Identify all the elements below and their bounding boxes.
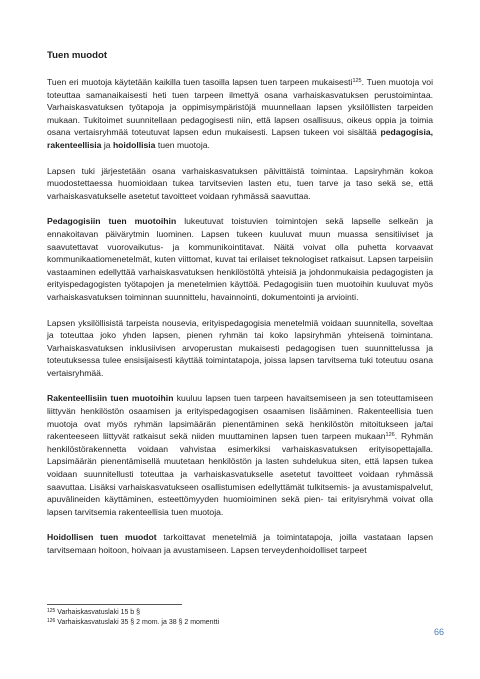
footnote-reference: 126 xyxy=(385,432,395,439)
footnote-item xyxy=(47,618,427,628)
footnote-text: Varhaiskasvatuslaki 15 b § xyxy=(55,609,141,616)
footnote-number: 126 xyxy=(47,618,56,624)
paragraph-list xyxy=(47,76,433,557)
page-number: 66 xyxy=(434,627,445,637)
footnote-number: 125 xyxy=(47,608,56,614)
bold-term: Hoidollisen tuen muodot xyxy=(47,532,157,543)
body-paragraph xyxy=(47,215,433,303)
body-paragraph xyxy=(47,392,433,518)
page-body xyxy=(47,50,433,570)
paragraph-text: kuuluu lapsen tuen tarpeen havaitsemiseen ja sen toteuttamiseen liittyvän henkilöstön osaamisen ja erityispedagogisen osaamisen lisääminen. Rakenteellisia tuen muotoja ovat myös ryhmän lapsimäärän pienentäminen sekä henkilöstön mitoitukseen ja/tai rakenteeseen liittyvät ratkaisut sekä niiden muuttaminen lapsen tuen tarpeen mukaan xyxy=(47,393,434,442)
paragraph-text: tarkoittavat menetelmiä ja toimintatapoja, joilla vastataan lapsen tarvitsemaan hoitoon, hoivaan ja avustamiseen. Lapsen terveydenhoidolliset tarpeet xyxy=(47,532,433,555)
body-paragraph xyxy=(47,317,433,380)
paragraph-text: lukeutuvat toistuvien toimintojen sekä lapselle selkeän ja ennakoitavan päivärytmin luominen. Lapsen tukeen kuuluvat muun muassa sensitiiviset ja saavutettavat vuorovaikutus- ja kommunikointitavat. Näitä voivat olla puhetta korvaavat kommunikaatiomenetelmät, kuten viittomat, kuvat tai erilaiset teknologiset ratkaisut. Lapsen tarpeisiin vastaaminen edellyttää varhaiskasvatuksen henkilöstöltä yhteisiä ja johdonmukaisia pedagogisten ja erityispedagogisten työtapojen ja menetelmien käyttöä. Pedagogisiin tuen muotoihin kuuluvat myös varhaiskasvatuksen toiminnan suunnittelu, havainnointi, dokumentointi ja arviointi. xyxy=(47,216,434,302)
paragraph-text: Lapsen tuki järjestetään osana varhaiskasvatuksen päivittäistä toimintaa. Lapsiryhmän kokoa muodostettaessa huomioidaan tukea tarvitsevien lasten etu, tuen tarve ja taso sekä se, että varhaiskasvatukselle asetetut tavoitteet voidaan ryhmässä saavuttaa. xyxy=(47,165,433,201)
footnotes xyxy=(47,608,427,628)
footnote-divider xyxy=(47,604,182,605)
bold-term: pedagogisia, rakenteellisia xyxy=(47,127,433,150)
paragraph-text: . Ryhmän henkilöstörakennetta voidaan vahvistaa esimerkiksi varhaiskasvatuksen erityisopettajalla. Lapsimäärän pienentämisellä muutetaan henkilöstön ja lasten suhdelukua siten, että lapsen tukea voidaan suunnitellusti toteuttaa ja varhaiskasvatukselle asetetut tavoitteet voidaan ryhmässä saavuttaa. Lisäksi varhaiskasvatukseen osallistumisen edellyttämät tulkitsemis- ja avustamispalvelut, apuvälineiden käyttäminen, esteettömyyden huomioiminen sekä pien- tai erityisryhmä voivat olla lapsen tarvitsemia rakenteellisia tuen muotoja. xyxy=(47,431,433,517)
paragraph-text: tuen muotoja. xyxy=(155,139,210,150)
body-paragraph xyxy=(47,165,433,203)
bold-term: Rakenteellisiin tuen muotoihin xyxy=(47,393,174,404)
body-paragraph xyxy=(47,531,433,556)
body-paragraph xyxy=(47,76,433,152)
paragraph-text: Lapsen yksilöllisistä tarpeista nousevia, erityispedagogisia menetelmiä voidaan suunnitella, soveltaa ja toteuttaa joko yhden lapsen, pienen ryhmän tai koko lapsiryhmän yhteisenä toimintana. Varhaiskasvatuksen inklusiivisen arvoperustan mukaisesti pedagogisen tuen suunnittelussa ja toteutuksessa tulee ensisijaisesti käyttää toimintatapoja, joissa lapsen tarvitsema tuki toteutuu osana vertaisryhmää. xyxy=(47,317,433,378)
footnote-text: Varhaiskasvatuslaki 35 § 2 mom. ja 38 § 2 momentti xyxy=(55,619,220,626)
bold-term: hoidollisia xyxy=(112,139,156,150)
section-heading: Tuen muodot xyxy=(47,50,108,61)
bold-term: Pedagogisiin tuen muotoihin xyxy=(47,216,177,227)
footnote-reference: 125 xyxy=(352,78,362,84)
paragraph-text: ja xyxy=(101,139,113,150)
paragraph-text: Tuen eri muotoja käytetään kaikilla tuen tasoilla lapsen tuen tarpeen mukaisesti xyxy=(47,77,353,87)
paragraph-text: . Tuen muotoja voi toteuttaa samanaikaisesti heti tuen tarpeen ilmettyä osana varhaiskasvatuksen perustoimintaa. Varhaiskasvatuksen työtapoja ja oppimisympäristöjä muunnellaan lapsen yksilöllisten tarpeiden mukaan. Tukitoimet suunnitellaan pedagogisesti niin, että lapsen osallisuus, oikeus oppia ja toimia osana vertaisryhmää toteutuvat lapsen edun mukaisesti. Lapsen tukeen voi sisältää xyxy=(47,77,433,138)
footnote-item xyxy=(47,608,427,618)
